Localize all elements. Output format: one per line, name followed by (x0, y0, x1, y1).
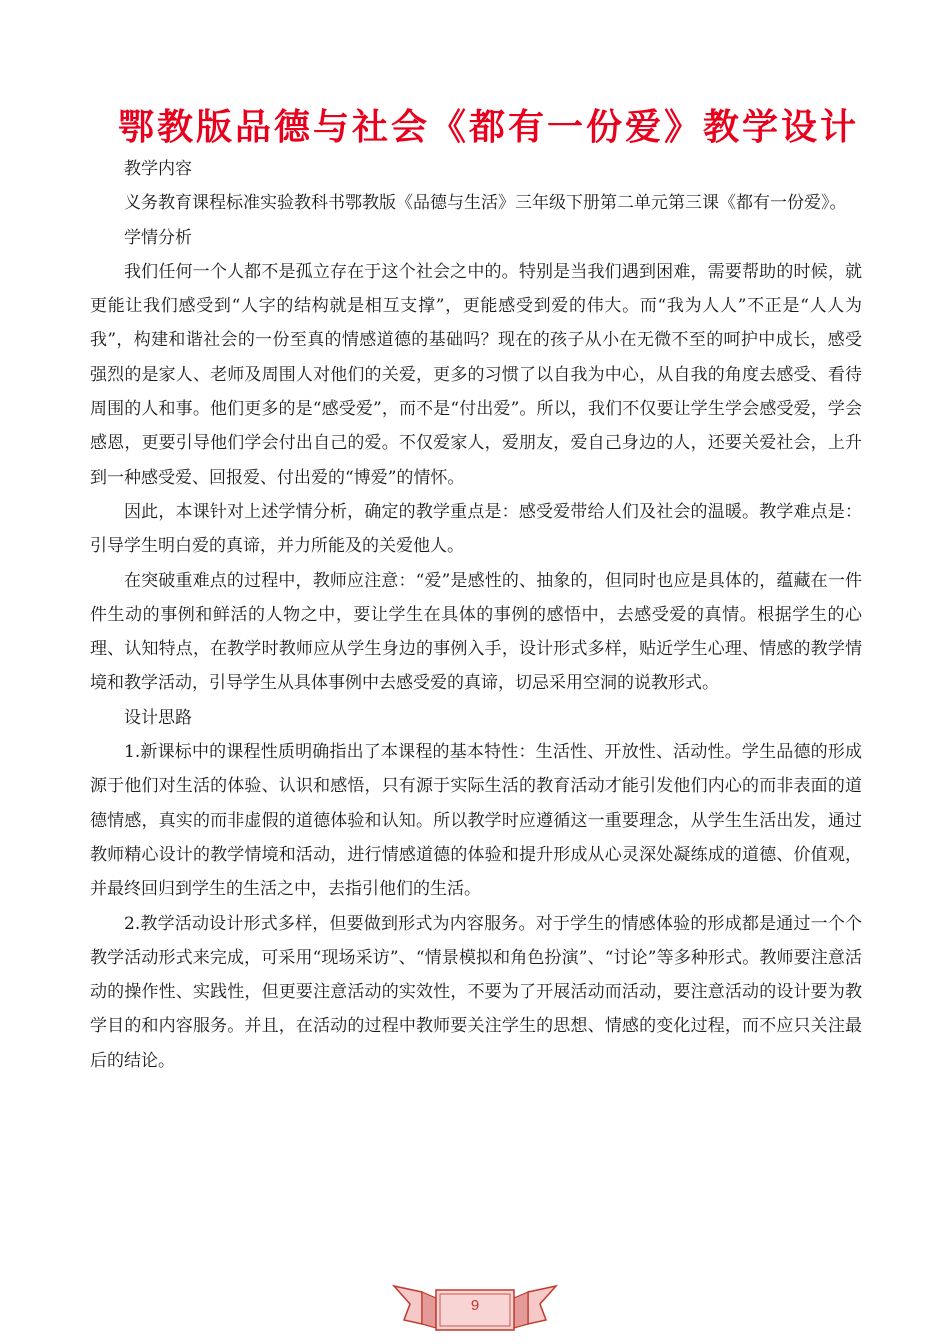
paragraph: 在突破重难点的过程中，教师应注意：“爱”是感性的、抽象的，但同时也应是具体的，蕴藏在一件件生动的事例和鲜活的人物之中，要让学生在具体的事例的感悟中，去感受爱的真情。根据学生的心理、认知特点，在教学时教师应从学生身边的事例入手，设计形式多样，贴近学生心理、情感的教学情境和教学活动，引导学生从具体事例中去感受爱的真谛，切忌采用空洞的说教形式。 (90, 570, 862, 694)
document-page (90, 0, 862, 1344)
page-number-ribbon (392, 1278, 558, 1338)
section-heading-design: 设计思路 (124, 707, 192, 728)
section-heading-content: 教学内容 (124, 159, 192, 179)
paragraph: 义务教育课程标准实验教科书鄂教版《品德与生活》三年级下册第二单元第三课《都有一份爱》。 (124, 193, 847, 214)
page-number: 9 (470, 1297, 480, 1314)
paragraph: 2.教学活动设计形式多样，但要做到形式为内容服务。对于学生的情感体验的形成都是通过一个个教学活动形式来完成，可采用“现场采访”、“情景模拟和角色扮演”、“讨论”等多种形式。教师要注意活动的操作性、实践性，但更要注意活动的实效性，不要为了开展活动而活动，要注意活动的设计要为教学目的和内容服务。并且，在活动的过程中教师要关注学生的思想、情感的变化过程，而不应只关注最后的结论。 (90, 913, 862, 1071)
paragraph: 我们任何一个人都不是孤立存在于这个社会之中的。特别是当我们遇到困难，需要帮助的时候，就更能让我们感受到“人字的结构就是相互支撑”，更能感受到爱的伟大。而“我为人人”不正是“人人为我”，构建和谐社会的一份至真的情感道德的基础吗？现在的孩子从小在无微不至的呵护中成长，感受强烈的是家人、老师及周围人对他们的关爱，更多的习惯了以自我为中心，从自我的角度去感受、看待周围的人和事。他们更多的是“感受爱”，而不是“付出爱”。所以，我们不仅要让学生学会感受爱，学会感恩，更要引导他们学会付出自己的爱。不仅爱家人，爱朋友，爱自己身边的人，还要关爱社会，上升到一种感受爱、回报爱、付出爱的“博爱”的情怀。 (90, 261, 862, 488)
section-heading-analysis: 学情分析 (124, 227, 192, 248)
document-body (90, 152, 862, 1078)
document-title: 鄂教版品德与社会《都有一份爱》教学设计 (118, 107, 860, 148)
paragraph: 因此，本课针对上述学情分析，确定的教学重点是：感受爱带给人们及社会的温暖。教学难点是：引导学生明白爱的真谛，并力所能及的关爱他人。 (90, 501, 862, 557)
paragraph: 1.新课标中的课程性质明确指出了本课程的基本特性：生活性、开放性、活动性。学生品德的形成源于他们对生活的体验、认识和感悟，只有源于实际生活的教育活动才能引发他们内心的而非表面的道德情感，真实的而非虚假的道德体验和认知。所以教学时应遵循这一重要理念，从学生生活出发，通过教师精心设计的教学情境和活动，进行情感道德的体验和提升形成从心灵深处凝练成的道德、价值观，并最终回归到学生的生活之中，去指引他们的生活。 (90, 742, 862, 900)
